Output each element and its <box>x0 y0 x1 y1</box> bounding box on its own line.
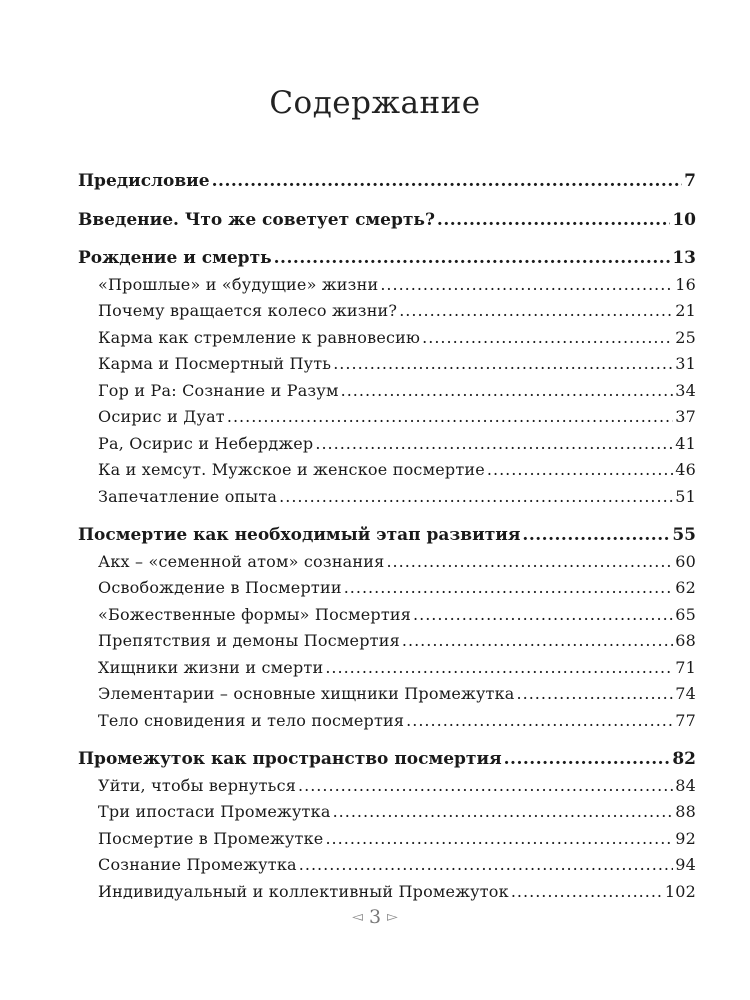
page-title: Содержание <box>269 84 481 121</box>
subchapter-title: Посмертие в Промежутке <box>98 828 324 848</box>
chapter-title: Посмертие как необходимый этап развития <box>78 525 521 545</box>
subchapter-title: Освобождение в Посмертии <box>98 578 342 597</box>
dot-leader <box>511 879 663 906</box>
toc-section <box>78 522 696 734</box>
dot-leader <box>298 773 673 800</box>
subchapter-title: Ка и хемсут. Мужское и женское посмертие <box>98 460 485 479</box>
subchapter-title: Карма как стремление к равновесию <box>98 327 421 347</box>
toc-chapter-entry[interactable] <box>78 245 696 272</box>
subchapter-title: Ра, Осирис и Неберджер <box>98 433 314 453</box>
dot-leader <box>504 746 671 773</box>
page-ref: 55 <box>672 525 696 545</box>
page-ref: 84 <box>675 775 696 795</box>
dot-leader <box>402 628 673 655</box>
toc-subchapter-entry[interactable] <box>78 404 696 431</box>
dot-leader <box>386 549 673 576</box>
page-ref: 21 <box>675 301 696 320</box>
page-ref: 34 <box>675 380 696 400</box>
toc-subchapter-entry[interactable] <box>78 681 696 708</box>
chapter-title: Рождение и смерть <box>78 248 272 268</box>
subchapter-title: Почему вращается колесо жизни? <box>98 301 398 320</box>
subchapter-title: Запечатление опыта <box>98 486 278 506</box>
subchapter-title: Три ипостаси Промежутка <box>98 802 331 821</box>
page-ref: 82 <box>672 749 696 769</box>
toc-subchapter-entry[interactable] <box>78 773 696 800</box>
dot-leader <box>325 655 673 682</box>
dot-leader <box>344 575 674 602</box>
page-ref: 88 <box>675 802 696 821</box>
dot-leader <box>227 404 673 431</box>
subchapter-title: Акх – «семенной атом» сознания <box>98 551 385 571</box>
dot-leader <box>279 484 673 511</box>
dot-leader <box>406 708 673 735</box>
chapter-title: Промежуток как пространство посмертия <box>78 749 502 769</box>
dot-leader <box>212 168 683 195</box>
toc-subchapter-entry[interactable] <box>78 351 696 378</box>
subchapter-title: Индивидуальный и коллективный Промежуток <box>98 881 509 901</box>
dot-leader <box>517 681 674 708</box>
dot-leader <box>333 351 673 378</box>
toc-subchapter-entry[interactable] <box>78 655 696 682</box>
page-ref: 71 <box>675 657 696 677</box>
subchapter-title: «Божественные формы» Посмертия <box>98 604 412 624</box>
page-ref: 60 <box>675 551 696 571</box>
toc-subchapter-entry[interactable] <box>78 628 696 655</box>
page-ref: 92 <box>675 828 696 848</box>
toc-section <box>78 746 696 905</box>
page-ref: 7 <box>684 171 696 191</box>
chapter-title: Введение. Что же советует смерть? <box>78 209 435 230</box>
table-of-contents <box>78 168 696 917</box>
page-ref: 94 <box>675 855 696 874</box>
toc-section <box>78 245 696 510</box>
folio-right-ornament-icon: ▻ <box>387 909 398 925</box>
dot-leader <box>333 799 674 826</box>
toc-section <box>78 207 696 234</box>
toc-chapter-entry[interactable] <box>78 746 696 773</box>
page-ref: 65 <box>675 604 696 624</box>
page-ref: 13 <box>672 248 696 268</box>
page-ref: 10 <box>672 209 696 230</box>
page-ref: 46 <box>675 460 696 479</box>
dot-leader <box>299 852 673 879</box>
dot-leader <box>437 207 670 234</box>
toc-chapter-entry[interactable] <box>78 168 696 195</box>
subchapter-title: Элементарии – основные хищники Промежутка <box>98 684 515 703</box>
page-ref: 41 <box>675 433 696 453</box>
toc-subchapter-entry[interactable] <box>78 549 696 576</box>
dot-leader <box>341 378 674 405</box>
toc-subchapter-entry[interactable] <box>78 378 696 405</box>
page-ref: 31 <box>675 354 696 373</box>
page-ref: 62 <box>675 578 696 597</box>
dot-leader <box>522 522 670 549</box>
subchapter-title: Карма и Посмертный Путь <box>98 354 332 373</box>
toc-section <box>78 168 696 195</box>
dot-leader <box>274 245 671 272</box>
dot-leader <box>380 272 673 299</box>
dot-leader <box>399 298 673 325</box>
page-ref: 37 <box>675 407 696 426</box>
toc-chapter-entry[interactable] <box>78 207 696 234</box>
page-folio <box>0 906 750 928</box>
toc-subchapter-entry[interactable] <box>78 484 696 511</box>
toc-subchapter-entry[interactable] <box>78 575 696 602</box>
subchapter-title: Препятствия и демоны Посмертия <box>98 631 400 650</box>
dot-leader <box>315 431 673 458</box>
toc-subchapter-entry[interactable] <box>78 879 696 906</box>
dot-leader <box>325 826 673 853</box>
toc-subchapter-entry[interactable] <box>78 272 696 299</box>
toc-subchapter-entry[interactable] <box>78 298 696 325</box>
subchapter-title: Уйти, чтобы вернуться <box>98 775 297 795</box>
toc-chapter-entry[interactable] <box>78 522 696 549</box>
page-ref: 16 <box>675 274 696 294</box>
toc-subchapter-entry[interactable] <box>78 431 696 458</box>
page-ref: 68 <box>675 631 696 650</box>
toc-subchapter-entry[interactable] <box>78 457 696 484</box>
dot-leader <box>413 602 673 629</box>
page-ref: 74 <box>675 684 696 703</box>
subchapter-title: Сознание Промежутка <box>98 855 297 874</box>
subchapter-title: Тело сновидения и тело посмертия <box>98 710 405 730</box>
subchapter-title: Осирис и Дуат <box>98 407 225 426</box>
toc-subchapter-entry[interactable] <box>78 708 696 735</box>
chapter-title: Предисловие <box>78 171 210 191</box>
page-ref: 102 <box>664 881 696 901</box>
page-number: 3 <box>368 906 382 928</box>
page-ref: 25 <box>675 327 696 347</box>
toc-subchapter-entry[interactable] <box>78 852 696 879</box>
subchapter-title: Хищники жизни и смерти <box>98 657 324 677</box>
folio-left-ornament-icon: ◅ <box>352 909 363 925</box>
toc-subchapter-entry[interactable] <box>78 602 696 629</box>
subchapter-title: «Прошлые» и «будущие» жизни <box>98 274 379 294</box>
subchapter-title: Гор и Ра: Сознание и Разум <box>98 380 339 400</box>
dot-leader <box>422 325 673 352</box>
dot-leader <box>487 457 673 484</box>
page-ref: 51 <box>675 486 696 506</box>
toc-subchapter-entry[interactable] <box>78 826 696 853</box>
page-ref: 77 <box>675 710 696 730</box>
toc-subchapter-entry[interactable] <box>78 325 696 352</box>
toc-subchapter-entry[interactable] <box>78 799 696 826</box>
